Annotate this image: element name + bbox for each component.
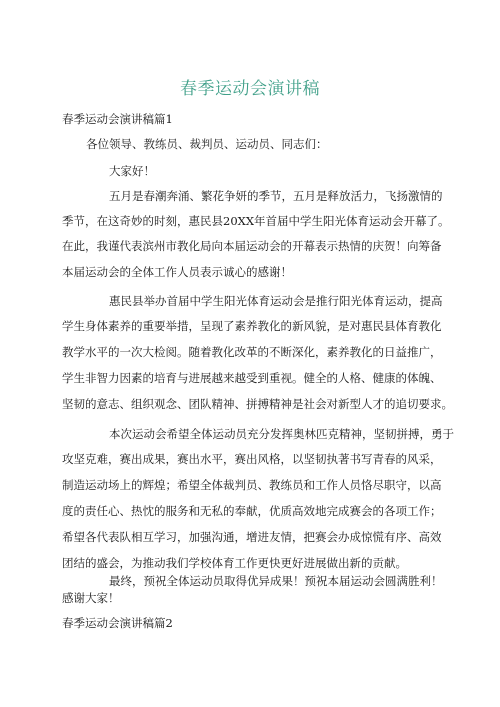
paragraph2-line: 学生非智力因素的培育与进展越来越受到重视。健全的人格、健康的体魄、 bbox=[62, 371, 442, 385]
paragraph3-line: 希望各代表队相互学习，加强沟通，增进友情，把赛会办成惊慌有序、高效 bbox=[62, 530, 442, 544]
section1-heading: 春季运动会演讲稿篇1 bbox=[62, 112, 173, 126]
thanks-line: 感谢大家！ bbox=[62, 591, 120, 605]
paragraph3-line: 度的责任心、热忱的服务和无私的奉献，优质高效地完成赛会的各项工作； bbox=[62, 504, 442, 518]
paragraph2-line: 教学水平的一次大检阅。随着教化改革的不断深化，素养教化的日益推广， bbox=[62, 345, 442, 359]
paragraph3-line: 制造运动场上的辉煌；希望全体裁判员、教练员和工作人员恪尽职守，以高 bbox=[62, 478, 442, 492]
paragraph3-line: 攻坚克难，赛出成果，赛出水平，赛出风格，以坚韧执著书写青春的风采， bbox=[62, 452, 442, 466]
section2-heading: 春季运动会演讲稿篇2 bbox=[62, 616, 173, 630]
paragraph2-line: 坚韧的意志、组织观念、团队精神、拼搏精神是社会对新型人才的追切要求。 bbox=[62, 397, 453, 411]
greeting: 大家好！ bbox=[109, 164, 155, 178]
paragraph1-line: 在此，我谨代表滨州市教化局向本届运动会的开幕表示热情的庆贺！向筹备 bbox=[62, 239, 442, 253]
paragraph3-line: 本次运动会希望全体运动员充分发挥奥林匹克精神，坚韧拼搏，勇于 bbox=[109, 427, 454, 441]
paragraph2-line: 惠民县举办首届中学生阳光体育运动会是推行阳光体育运动，提高 bbox=[109, 294, 443, 308]
paragraph3-line: 团结的盛会，为推动我们学校体育工作更快更好进展做出新的贡献。 bbox=[62, 556, 407, 570]
salutation: 各位领导、教练员、裁判员、运动员、同志们： bbox=[86, 137, 328, 151]
document-title: 春季运动会演讲稿 bbox=[180, 79, 320, 99]
paragraph2-line: 学生身体素养的重要举措，呈现了素养教化的新风貌，是对惠民县体育教化 bbox=[62, 319, 442, 333]
closing-line: 最终，预祝全体运动员取得优异成果！预祝本届运动会圆满胜利！ bbox=[109, 574, 443, 588]
paragraph1-line: 五月是春潮奔涌、繁花争妍的季节，五月是释放活力，飞扬激情的 bbox=[109, 189, 443, 203]
paragraph1-line: 本届运动会的全体工作人员表示诚心的感谢！ bbox=[62, 265, 292, 279]
paragraph1-line: 季节，在这奇妙的时刻，惠民县20XX年首届中学生阳光体育运动会开幕了。 bbox=[62, 214, 450, 228]
